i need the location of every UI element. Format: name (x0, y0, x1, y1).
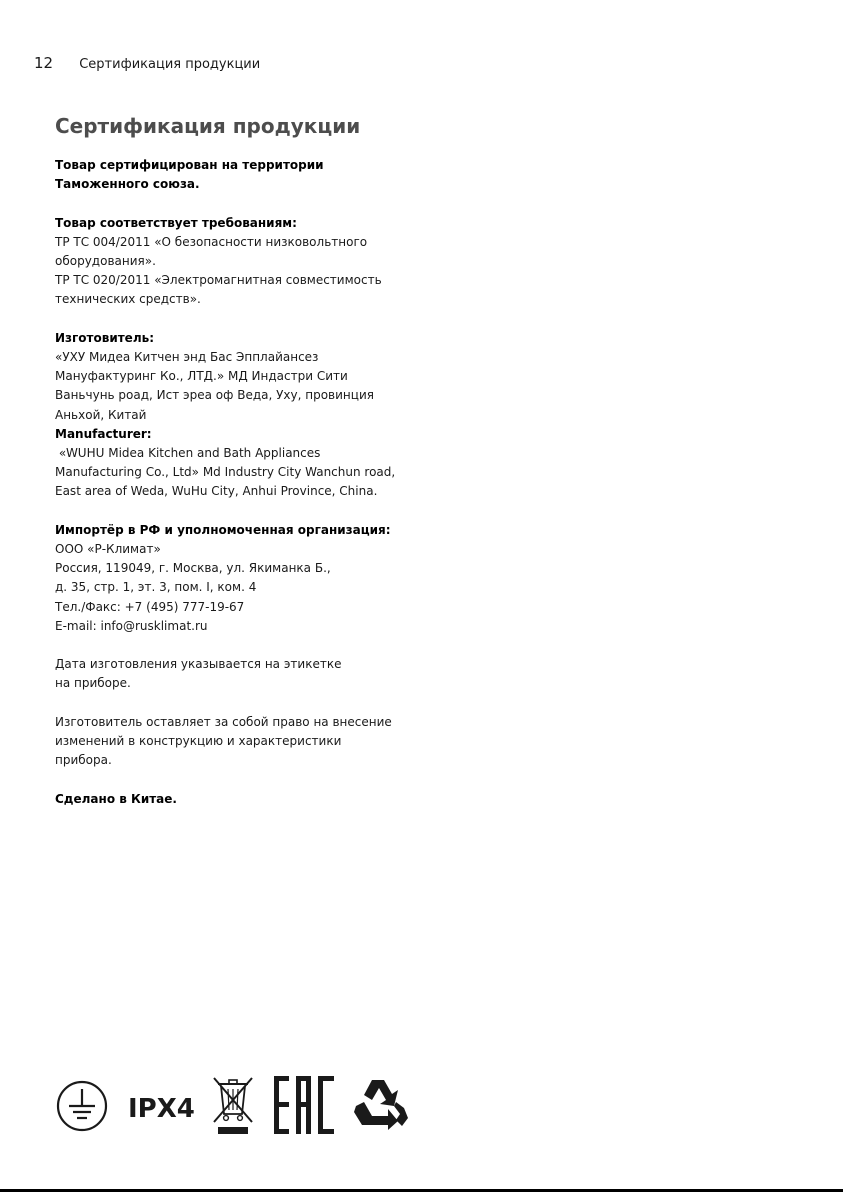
page-number: 12 (34, 54, 54, 72)
date-note-line: Дата изготовления указывается на этикетке (55, 657, 342, 672)
manufacturer-en-block (55, 425, 435, 502)
importer-email: E-mail: info@rusklimat.ru (55, 618, 208, 633)
rights-note-line: Изготовитель оставляет за собой право на внесение (55, 714, 392, 729)
manufacturer-en-line: «WUHU Midea Kitchen and Bath Appliances (55, 446, 321, 461)
manufacturer-ru-line: «УХУ Мидеа Китчен энд Бас Эпплайансез (55, 350, 319, 364)
eac-mark (274, 1076, 336, 1134)
importer-line: ООО «Р-Климат» (55, 542, 161, 557)
certification-content (55, 156, 435, 809)
rights-note (55, 713, 435, 771)
requirements-block (55, 214, 435, 310)
manufacturer-ru-line: Аньхой, Китай (55, 407, 147, 422)
manufacturer-ru-block (55, 329, 435, 425)
importer-heading: Импортёр в РФ и уполномоченная организация: (55, 522, 391, 537)
date-note-line: на приборе. (55, 676, 131, 691)
made-in: Сделано в Китае. (55, 791, 177, 806)
certified-block (55, 156, 435, 194)
recycle-icon (350, 1076, 410, 1132)
manufacturer-ru-heading: Изготовитель: (55, 330, 154, 345)
certified-line: Товар сертифицирован на территории (55, 158, 324, 172)
page-header (34, 54, 260, 72)
page-title: Сертификация продукции (55, 114, 361, 138)
manufacturer-en-line: Manufacturing Co., Ltd» Md Industry City Wanchun road, (55, 465, 396, 480)
weee-bin-icon (210, 1074, 256, 1136)
importer-block (55, 521, 435, 636)
manufacturer-en-line: East area of Weda, WuHu City, Anhui Province, China. (55, 484, 378, 499)
requirements-line: оборудования». (55, 254, 156, 268)
ground-icon (55, 1079, 109, 1133)
ipx4-mark (128, 1088, 204, 1122)
header-section: Сертификация продукции (79, 57, 261, 72)
ipx4-label: IPX4 (128, 1094, 195, 1122)
importer-line: д. 35, стр. 1, эт. 3, пом. I, ком. 4 (55, 580, 257, 595)
manufacturer-en-heading: Manufacturer: (55, 426, 152, 441)
rights-note-line: изменений в конструкцию и характеристики (55, 734, 342, 749)
importer-line: Россия, 119049, г. Москва, ул. Якиманка Б., (55, 561, 331, 576)
importer-line: Тел./Факс: +7 (495) 777-19-67 (55, 599, 245, 614)
manufacturer-ru-line: Ваньчунь роад, Ист эреа оф Веда, Уху, провинция (55, 388, 374, 403)
date-note (55, 655, 435, 693)
requirements-line: технических средств». (55, 292, 201, 307)
requirements-line: ТР ТС 004/2011 «О безопасности низковольтного (55, 234, 368, 249)
rights-note-line: прибора. (55, 753, 112, 768)
requirements-line: ТР ТС 020/2011 «Электромагнитная совместимость (55, 273, 382, 288)
manufacturer-ru-line: Мануфактуринг Ко., ЛТД.» МД Индастри Сити (55, 369, 348, 384)
requirements-heading: Товар соответствует требованиям: (55, 215, 297, 230)
certified-line: Таможенного союза. (55, 177, 200, 192)
